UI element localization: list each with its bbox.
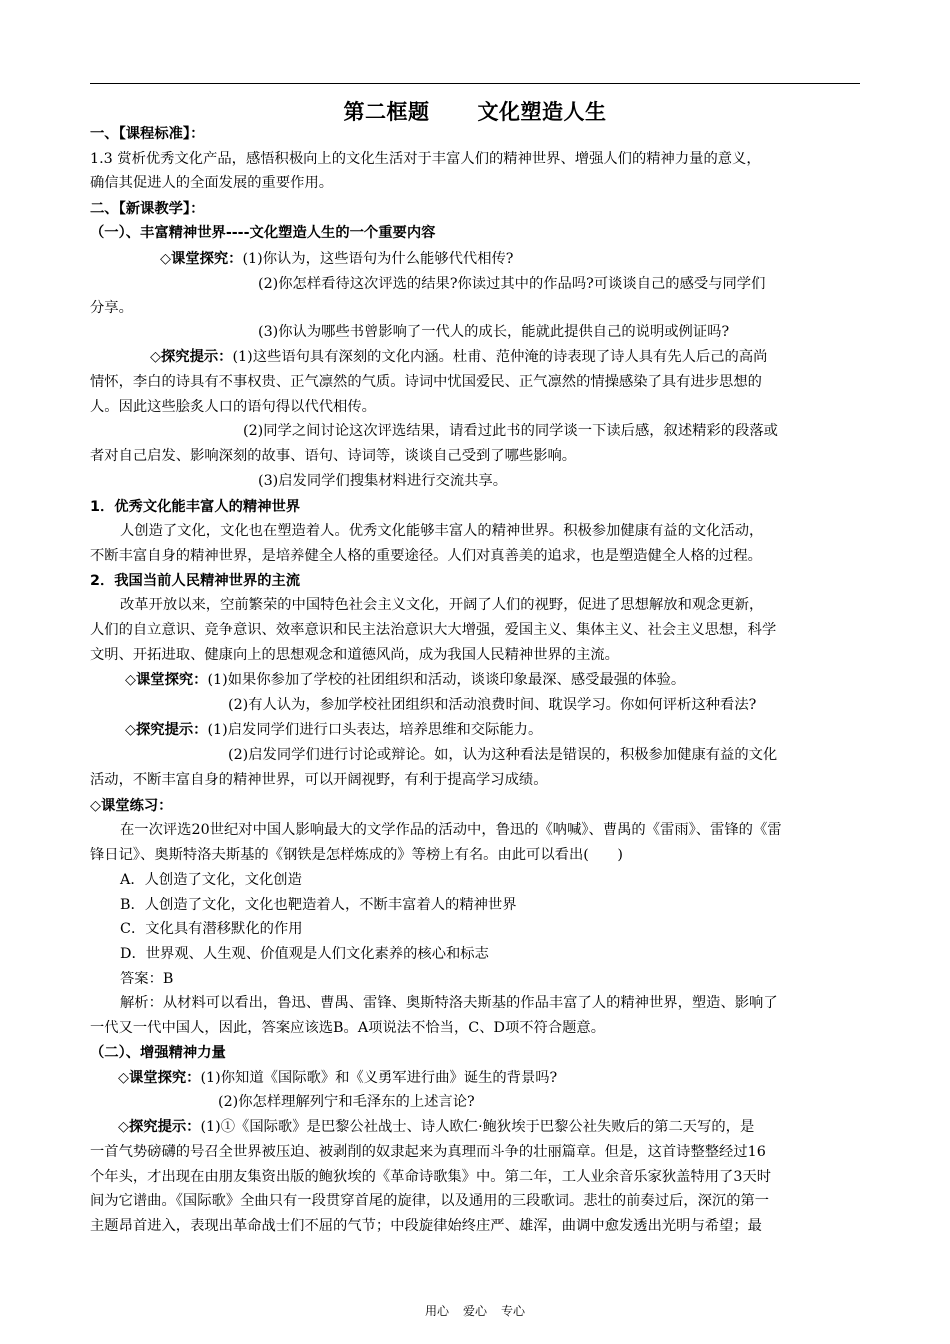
text-line bbox=[90, 1190, 865, 1212]
text-line bbox=[118, 1067, 893, 1089]
text-line bbox=[160, 248, 935, 270]
text-line bbox=[90, 644, 865, 666]
text-line bbox=[90, 795, 865, 817]
text-line bbox=[90, 1141, 865, 1163]
line-text: (1)你认为，这些语句为什么能够代代相传? bbox=[242, 251, 514, 267]
text-line bbox=[118, 1116, 893, 1138]
text-line bbox=[90, 1017, 865, 1039]
line-text: (2)你怎样理解列宁和毛泽东的上述言论? bbox=[218, 1094, 475, 1110]
section-label: ◇探究提示： bbox=[125, 722, 208, 738]
line-text: 者对自己启发、影响深刻的故事、语句、诗词等，谈谈自己受到了哪些影响。 bbox=[90, 448, 577, 464]
line-text: (2)同学之间讨论这次评选结果，请看过此书的同学谈一下读后感，叙述精彩的段落或 bbox=[243, 423, 778, 439]
text-line bbox=[120, 869, 895, 891]
line-text: 1.3 赏析优秀文化产品，感悟积极向上的文化生活对于丰富人们的精神世界、增强人们的精神力量的意义， bbox=[90, 151, 761, 167]
page-footer bbox=[0, 1302, 950, 1319]
text-line bbox=[90, 297, 865, 319]
page-title bbox=[90, 96, 860, 126]
section-heading: 二、【新课教学】： bbox=[90, 201, 205, 217]
text-line bbox=[90, 445, 865, 467]
footer-text: 爱心 bbox=[462, 1304, 487, 1318]
text-line bbox=[90, 545, 865, 567]
text-line bbox=[218, 1091, 950, 1113]
line-text: 人们的自立意识、竞争意识、效率意识和民主法治意识大大增强，爱国主义、集体主义、社会主义思想，科学 bbox=[90, 622, 777, 638]
line-text: 人。因此这些脍炙人口的语句得以代代相传。 bbox=[90, 399, 376, 415]
text-line bbox=[120, 992, 895, 1014]
footer-text: 专心 bbox=[501, 1304, 526, 1318]
line-text: 锋日记》、奥斯特洛夫斯基的《钢铁是怎样炼成的》等榜上有名。由此可以看出( ) bbox=[90, 847, 623, 863]
text-line bbox=[120, 594, 895, 616]
line-text: B．人创造了文化，文化也靶造着人，不断丰富着人的精神世界 bbox=[120, 897, 517, 913]
line-text: 确信其促进人的全面发展的重要作用。 bbox=[90, 175, 334, 191]
text-line bbox=[90, 123, 865, 145]
section-label: ◇课堂探究： bbox=[125, 672, 208, 688]
text-line bbox=[90, 222, 865, 244]
text-line bbox=[90, 619, 865, 641]
text-line bbox=[120, 943, 895, 965]
line-text: (2)有人认为，参加学校社团组织和活动浪费时间、耽误学习。你如何评析这种看法? bbox=[228, 697, 757, 713]
text-line bbox=[120, 520, 895, 542]
text-line bbox=[90, 172, 865, 194]
text-line bbox=[228, 744, 950, 766]
footer-text: 用心 bbox=[424, 1304, 449, 1318]
line-text: 在一次评选20世纪对中国人影响最大的文学作品的活动中，鲁迅的《呐喊》、曹禺的《雷雨》、雷锋的《雷 bbox=[120, 822, 782, 838]
line-text: (1)这些语句具有深刻的文化内涵。杜甫、范仲淹的诗表现了诗人具有先人后己的高尚 bbox=[232, 349, 768, 365]
section-heading: 1．优秀文化能丰富人的精神世界 bbox=[90, 499, 301, 515]
text-line bbox=[258, 470, 950, 492]
line-text: (1)启发同学们进行口头表达，培养思维和交际能力。 bbox=[207, 722, 543, 738]
line-text: 解析：从材料可以看出，鲁迅、曹禺、雷锋、奥斯特洛夫斯基的作品丰富了人的精神世界，塑造、影响了 bbox=[120, 995, 778, 1011]
text-line bbox=[90, 769, 865, 791]
line-text: 活动，不断丰富自身的精神世界，可以开阔视野，有利于提高学习成绩。 bbox=[90, 772, 548, 788]
text-line bbox=[258, 321, 950, 343]
text-line bbox=[90, 1166, 865, 1188]
line-text: D．世界观、人生观、价值观是人们文化素养的核心和标志 bbox=[120, 946, 489, 962]
line-text: (1)如果你参加了学校的社团组织和活动，谈谈印象最深、感受最强的体验。 bbox=[207, 672, 686, 688]
line-text: 主题昂首进入，表现出革命战士们不屈的气节；中段旋律始终庄严、雄浑，曲调中愈发透出光明与希望；最 bbox=[90, 1218, 762, 1234]
line-text: 一代又一代中国人，因此，答案应该选B。A项说法不恰当，C、D项不符合题意。 bbox=[90, 1020, 606, 1036]
line-text: 答案：B bbox=[120, 971, 174, 987]
line-text: 改革开放以来，空前繁荣的中国特色社会主义文化，开阔了人们的视野，促进了思想解放和观念更新， bbox=[120, 597, 764, 613]
section-heading: 一、【课程标准】： bbox=[90, 126, 205, 142]
line-text: C．文化具有潜移默化的作用 bbox=[120, 921, 303, 937]
text-line bbox=[228, 694, 950, 716]
text-line bbox=[90, 844, 865, 866]
text-line bbox=[120, 968, 895, 990]
section-heading: ◇课堂练习： bbox=[90, 798, 173, 814]
section-label: ◇课堂探究： bbox=[118, 1070, 201, 1086]
line-text: (3)启发同学们搜集材料进行交流共享。 bbox=[258, 473, 507, 489]
text-line bbox=[125, 669, 900, 691]
line-text: 人创造了文化，文化也在塑造着人。优秀文化能够丰富人的精神世界。积极参加健康有益的文化活动， bbox=[120, 523, 764, 539]
title-part1: 第二框题 bbox=[343, 100, 430, 124]
section-heading: （一）、丰富精神世界----文化塑造人生的一个重要内容 bbox=[90, 225, 436, 241]
section-heading: （二）、增强精神力量 bbox=[90, 1045, 226, 1061]
header-rule bbox=[90, 83, 860, 84]
text-line bbox=[90, 496, 865, 518]
text-line bbox=[120, 918, 895, 940]
line-text: (2)你怎样看待这次评选的结果?你读过其中的作品吗?可谈谈自己的感受与同学们 bbox=[258, 276, 766, 292]
text-line bbox=[125, 719, 900, 741]
line-text: (1)①《国际歌》是巴黎公社战士、诗人欧仁·鲍狄埃于巴黎公社失败后的第二天写的，是 bbox=[200, 1119, 755, 1135]
line-text: 一首气势磅礴的号召全世界被压迫、被剥削的奴隶起来为真理而斗争的壮丽篇章。但是，这首诗整整经过16 bbox=[90, 1144, 766, 1160]
line-text: (2)启发同学们进行讨论或辩论。如，认为这种看法是错误的，积极参加健康有益的文化 bbox=[228, 747, 778, 763]
text-line bbox=[150, 346, 925, 368]
section-heading: 2．我国当前人民精神世界的主流 bbox=[90, 573, 301, 589]
line-text: (3)你认为哪些书曾影响了一代人的成长，能就此提供自己的说明或例证吗? bbox=[258, 324, 730, 340]
title-part2: 文化塑造人生 bbox=[477, 100, 607, 124]
text-line bbox=[90, 1042, 865, 1064]
section-label: ◇探究提示： bbox=[118, 1119, 201, 1135]
text-line bbox=[90, 1215, 865, 1237]
section-label: ◇课堂探究： bbox=[160, 251, 243, 267]
line-text: 情怀，李白的诗具有不事权贵、正气凛然的气质。诗词中忧国爱民、正气凛然的情操感染了具有进步思想的 bbox=[90, 374, 762, 390]
line-text: 个年头，才出现在由朋友集资出版的鲍狄埃的《革命诗歌集》中。第二年，工人业余音乐家狄盖特用了3天时 bbox=[90, 1169, 772, 1185]
line-text: 文明、开拓进取、健康向上的思想观念和道德风尚，成为我国人民精神世界的主流。 bbox=[90, 647, 619, 663]
text-line bbox=[120, 819, 895, 841]
text-line bbox=[90, 570, 865, 592]
line-text: 分享。 bbox=[90, 300, 133, 316]
text-line bbox=[243, 420, 950, 442]
line-text: 间为它谱曲。《国际歌》全曲只有一段贯穿首尾的旋律，以及通用的三段歌词。悲壮的前奏过后，深沉的第一 bbox=[90, 1193, 770, 1209]
line-text: A．人创造了文化，文化创造 bbox=[120, 872, 302, 888]
text-line bbox=[90, 198, 865, 220]
line-text: 不断丰富自身的精神世界，是培养健全人格的重要途径。人们对真善美的追求，也是塑造健全人格的过程。 bbox=[90, 548, 762, 564]
section-label: ◇探究提示： bbox=[150, 349, 233, 365]
text-line bbox=[90, 371, 865, 393]
text-line bbox=[90, 396, 865, 418]
text-line bbox=[120, 894, 895, 916]
line-text: (1)你知道《国际歌》和《义勇军进行曲》诞生的背景吗? bbox=[200, 1070, 558, 1086]
text-line bbox=[90, 148, 865, 170]
text-line bbox=[258, 273, 950, 295]
